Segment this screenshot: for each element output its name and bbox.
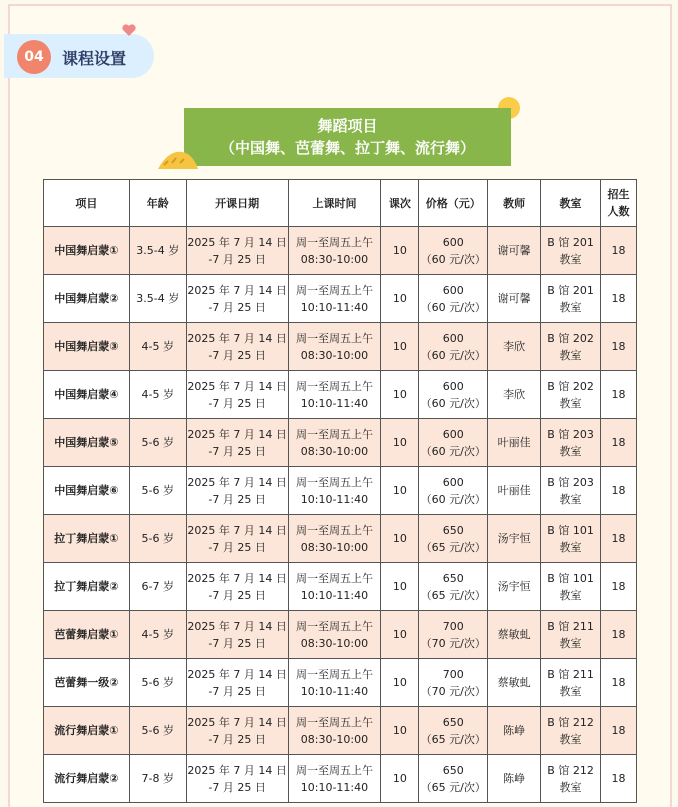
cell-course-name: 流行舞启蒙①: [44, 707, 130, 755]
cell-teacher: 李欣: [488, 371, 541, 419]
cell-classroom: B 馆 203 教室: [541, 419, 601, 467]
cell-age: 5-6 岁: [129, 707, 186, 755]
cell-teacher: 谢可馨: [488, 275, 541, 323]
cell-teacher: 陈峥: [488, 755, 541, 803]
cell-age: 5-6 岁: [129, 419, 186, 467]
heart-icon: [121, 22, 137, 38]
cell-enrollment: 18: [601, 563, 637, 611]
cell-start-date: 2025 年 7 月 14 日 -7 月 25 日: [186, 227, 288, 275]
cell-teacher: 汤宇恒: [488, 563, 541, 611]
cell-teacher: 蔡敏虬: [488, 659, 541, 707]
table-row: [44, 563, 637, 611]
cell-age: 5-6 岁: [129, 515, 186, 563]
table-header-row: [44, 180, 637, 227]
cell-price: 700 （70 元/次）: [419, 659, 488, 707]
cell-sessions: 10: [381, 419, 419, 467]
column-header: 招生 人数: [601, 180, 637, 227]
cell-class-time: 周一至周五上午 08:30-10:00: [288, 227, 381, 275]
table-row: [44, 659, 637, 707]
column-header: 课次: [381, 180, 419, 227]
cell-enrollment: 18: [601, 467, 637, 515]
cell-class-time: 周一至周五上午 10:10-11:40: [288, 755, 381, 803]
cell-course-name: 中国舞启蒙②: [44, 275, 130, 323]
cell-price: 600 （60 元/次）: [419, 227, 488, 275]
cell-sessions: 10: [381, 707, 419, 755]
cell-enrollment: 18: [601, 323, 637, 371]
cell-enrollment: 18: [601, 515, 637, 563]
cell-sessions: 10: [381, 227, 419, 275]
column-header: 教室: [541, 180, 601, 227]
cell-teacher: 谢可馨: [488, 227, 541, 275]
cell-teacher: 叶丽佳: [488, 419, 541, 467]
cell-start-date: 2025 年 7 月 14 日 -7 月 25 日: [186, 467, 288, 515]
cell-price: 600 （60 元/次）: [419, 419, 488, 467]
cell-price: 600 （60 元/次）: [419, 323, 488, 371]
cell-teacher: 李欣: [488, 323, 541, 371]
table-body: [44, 227, 637, 803]
section-number-badge: 04: [17, 40, 51, 74]
cell-class-time: 周一至周五上午 10:10-11:40: [288, 371, 381, 419]
cell-sessions: 10: [381, 563, 419, 611]
cell-age: 4-5 岁: [129, 323, 186, 371]
cell-course-name: 中国舞启蒙⑤: [44, 419, 130, 467]
cell-sessions: 10: [381, 467, 419, 515]
section-title: 课程设置: [62, 49, 127, 68]
cell-classroom: B 馆 101 教室: [541, 515, 601, 563]
cell-start-date: 2025 年 7 月 14 日 -7 月 25 日: [186, 371, 288, 419]
cell-class-time: 周一至周五上午 10:10-11:40: [288, 275, 381, 323]
cell-classroom: B 馆 202 教室: [541, 323, 601, 371]
cell-course-name: 中国舞启蒙④: [44, 371, 130, 419]
cell-classroom: B 馆 202 教室: [541, 371, 601, 419]
table-row: [44, 323, 637, 371]
cell-class-time: 周一至周五上午 10:10-11:40: [288, 563, 381, 611]
cell-teacher: 汤宇恒: [488, 515, 541, 563]
cell-enrollment: 18: [601, 755, 637, 803]
cell-sessions: 10: [381, 659, 419, 707]
cell-enrollment: 18: [601, 419, 637, 467]
cell-sessions: 10: [381, 371, 419, 419]
cell-course-name: 拉丁舞启蒙①: [44, 515, 130, 563]
cell-sessions: 10: [381, 755, 419, 803]
cell-age: 3.5-4 岁: [129, 227, 186, 275]
cell-classroom: B 馆 211 教室: [541, 659, 601, 707]
column-header: 教师: [488, 180, 541, 227]
cell-teacher: 叶丽佳: [488, 467, 541, 515]
cell-age: 4-5 岁: [129, 371, 186, 419]
cell-start-date: 2025 年 7 月 14 日 -7 月 25 日: [186, 755, 288, 803]
table-row: [44, 419, 637, 467]
cell-class-time: 周一至周五上午 08:30-10:00: [288, 323, 381, 371]
cell-course-name: 中国舞启蒙①: [44, 227, 130, 275]
hill-icon: [158, 145, 198, 169]
cell-enrollment: 18: [601, 659, 637, 707]
cell-start-date: 2025 年 7 月 14 日 -7 月 25 日: [186, 563, 288, 611]
table-row: [44, 275, 637, 323]
table-row: [44, 707, 637, 755]
course-banner: [184, 108, 511, 166]
cell-sessions: 10: [381, 515, 419, 563]
cell-enrollment: 18: [601, 371, 637, 419]
banner-subtitle: （中国舞、芭蕾舞、拉丁舞、流行舞）: [219, 139, 475, 157]
cell-price: 600 （60 元/次）: [419, 371, 488, 419]
table-row: [44, 755, 637, 803]
cell-teacher: 陈峥: [488, 707, 541, 755]
course-schedule-table: [43, 179, 637, 803]
cell-course-name: 中国舞启蒙⑥: [44, 467, 130, 515]
cell-sessions: 10: [381, 275, 419, 323]
cell-age: 4-5 岁: [129, 611, 186, 659]
column-header: 上课时间: [288, 180, 381, 227]
cell-teacher: 蔡敏虬: [488, 611, 541, 659]
cell-class-time: 周一至周五上午 08:30-10:00: [288, 419, 381, 467]
banner-title: 舞蹈项目: [317, 117, 378, 135]
cell-sessions: 10: [381, 611, 419, 659]
cell-start-date: 2025 年 7 月 14 日 -7 月 25 日: [186, 515, 288, 563]
table-row: [44, 611, 637, 659]
cell-classroom: B 馆 212 教室: [541, 755, 601, 803]
cell-enrollment: 18: [601, 275, 637, 323]
column-header: 年龄: [129, 180, 186, 227]
cell-start-date: 2025 年 7 月 14 日 -7 月 25 日: [186, 659, 288, 707]
column-header: 价格（元）: [419, 180, 488, 227]
cell-class-time: 周一至周五上午 08:30-10:00: [288, 707, 381, 755]
cell-start-date: 2025 年 7 月 14 日 -7 月 25 日: [186, 419, 288, 467]
cell-enrollment: 18: [601, 227, 637, 275]
cell-price: 700 （70 元/次）: [419, 611, 488, 659]
cell-course-name: 中国舞启蒙③: [44, 323, 130, 371]
cell-price: 600 （60 元/次）: [419, 467, 488, 515]
cell-age: 5-6 岁: [129, 659, 186, 707]
column-header: 开课日期: [186, 180, 288, 227]
cell-classroom: B 馆 212 教室: [541, 707, 601, 755]
cell-classroom: B 馆 101 教室: [541, 563, 601, 611]
cell-age: 5-6 岁: [129, 467, 186, 515]
cell-age: 7-8 岁: [129, 755, 186, 803]
cell-sessions: 10: [381, 323, 419, 371]
cell-price: 650 （65 元/次）: [419, 563, 488, 611]
cell-course-name: 流行舞启蒙②: [44, 755, 130, 803]
cell-course-name: 芭蕾舞启蒙①: [44, 611, 130, 659]
cell-age: 3.5-4 岁: [129, 275, 186, 323]
cell-price: 650 （65 元/次）: [419, 515, 488, 563]
cell-classroom: B 馆 203 教室: [541, 467, 601, 515]
cell-start-date: 2025 年 7 月 14 日 -7 月 25 日: [186, 275, 288, 323]
cell-start-date: 2025 年 7 月 14 日 -7 月 25 日: [186, 323, 288, 371]
cell-class-time: 周一至周五上午 08:30-10:00: [288, 515, 381, 563]
cell-price: 650 （65 元/次）: [419, 707, 488, 755]
cell-price: 600 （60 元/次）: [419, 275, 488, 323]
cell-classroom: B 馆 201 教室: [541, 275, 601, 323]
cell-classroom: B 馆 201 教室: [541, 227, 601, 275]
table-row: [44, 371, 637, 419]
cell-course-name: 芭蕾舞一级②: [44, 659, 130, 707]
cell-class-time: 周一至周五上午 10:10-11:40: [288, 467, 381, 515]
table-row: [44, 227, 637, 275]
cell-enrollment: 18: [601, 611, 637, 659]
cell-course-name: 拉丁舞启蒙②: [44, 563, 130, 611]
cell-classroom: B 馆 211 教室: [541, 611, 601, 659]
column-header: 项目: [44, 180, 130, 227]
cell-start-date: 2025 年 7 月 14 日 -7 月 25 日: [186, 707, 288, 755]
cell-enrollment: 18: [601, 707, 637, 755]
cell-class-time: 周一至周五上午 10:10-11:40: [288, 659, 381, 707]
cell-start-date: 2025 年 7 月 14 日 -7 月 25 日: [186, 611, 288, 659]
cell-price: 650 （65 元/次）: [419, 755, 488, 803]
table-row: [44, 467, 637, 515]
cell-age: 6-7 岁: [129, 563, 186, 611]
table-row: [44, 515, 637, 563]
cell-class-time: 周一至周五上午 08:30-10:00: [288, 611, 381, 659]
